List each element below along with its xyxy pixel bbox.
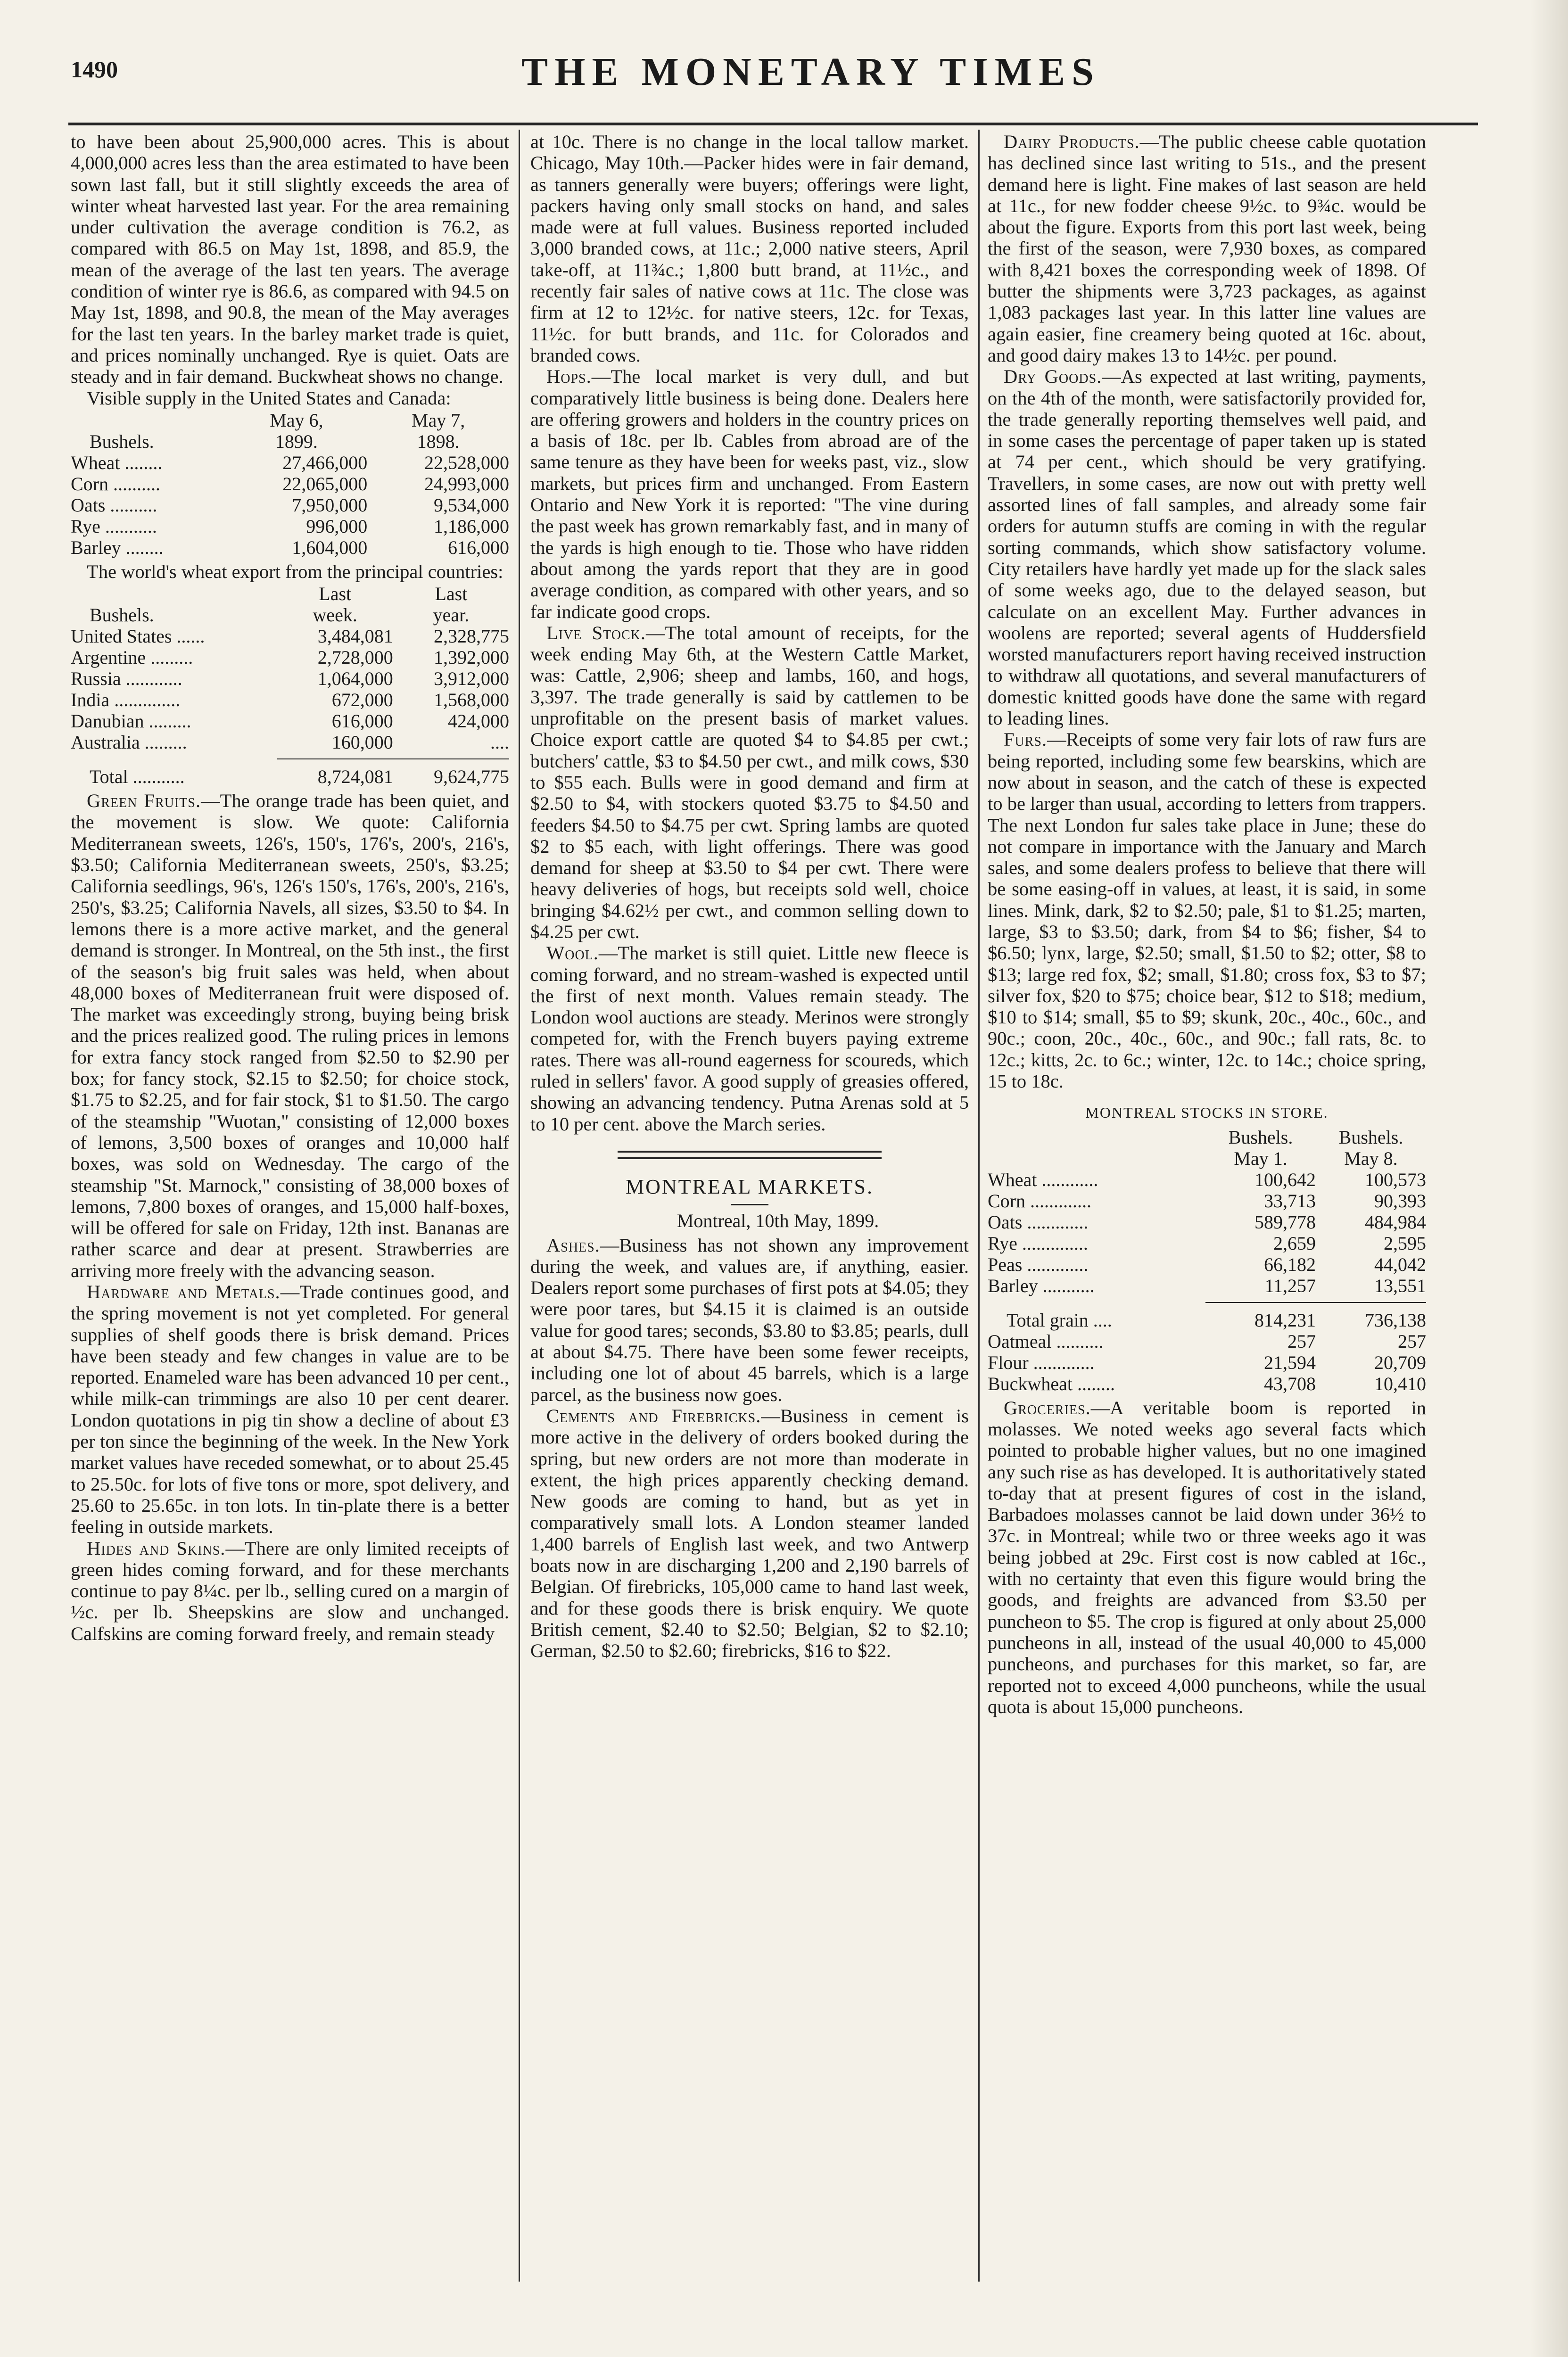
montreal-stocks-table (988, 1127, 1426, 1394)
section-heading: Hardware and Metals. (87, 1281, 281, 1302)
page-edge-shadow (1530, 0, 1568, 2357)
section-heading: Groceries. (1004, 1397, 1091, 1418)
table-row: Wheat ............ 100,642 100,573 (988, 1169, 1426, 1190)
hops-paragraph: Hops.—The local market is very dull, and but comparatively little business is being done. Dealers here are offering growers and holders in the country prices on a basis of 18c. per lb. Cables from abroad are of the same tenure as they have been for weeks past, viz., slow markets, but prices firm and unchanged. From Eastern Ontario and New York it is reported: "The vine during the past week has grown remarkably fast, and in many of the yards is high enough to tie. Those who have ridden about among the yards report that they are in good average condition, as compared with other years, and so far indicate good crops. (530, 366, 969, 622)
table-row: Oats ............. 589,778 484,984 (988, 1211, 1426, 1233)
col-head: May 8. (1344, 1147, 1398, 1169)
section-heading: Cements and Firebricks. (546, 1405, 761, 1426)
masthead: THE MONETARY TIMES (521, 50, 1100, 94)
visible-supply-table (71, 410, 509, 558)
dairy-paragraph: Dairy Products.—The public cheese cable quotation has declined since last writing to 51s., and the present demand here is light. Fine makes of last season are held at 11c., for new fodder cheese 9½c. to 9¾c. would be about the figure. Exports from this port last week, being the first of the season, were 7,930 boxes, as compared with 8,421 boxes the corresponding week of 1898. Of butter the shipments were 3,723 packages, as against 1,083 packages last year. In this latter line values are again easier, fine creamery being quoted at 16c. about, and good dairy makes 13 to 14½c. per pound. (988, 131, 1427, 366)
table-row: Buckwheat ........ 43,708 10,410 (988, 1373, 1426, 1394)
col-head: Bushels. (1338, 1126, 1403, 1148)
table-row: Barley ........... 11,257 13,551 (988, 1275, 1426, 1296)
table-total-row: Total grain .... 814,231 736,138 (1007, 1309, 1426, 1331)
section-heading: Live Stock. (546, 622, 646, 643)
column-3 (988, 131, 1426, 1717)
table-row: Corn .......... 22,065,000 24,993,000 (71, 473, 509, 494)
table-row: Oats .......... 7,950,000 9,534,000 (71, 494, 509, 516)
section-heading: Furs. (1004, 729, 1048, 750)
groceries-paragraph: Groceries.—A veritable boom is reported in molasses. We noted weeks ago several facts which pointed to probable higher values, but no one imagined any such rise as has developed. It is authoritatively stated to-day that at present figures of cost in the island, Barbadoes molasses cannot be laid down under 36½ to 37c. in Montreal; while two or three weeks ago it was being jobbed at 29c. First cost is now cabled at 16c., with no certainty that even this figure would bring the goods, and freights are advanced from $3.50 per puncheon to $5. The crop is figured at only about 25,000 puncheons in all, instead of the usual 40,000 to 45,000 puncheons, and purchases for this market, so far, are reported not to exceed 4,000 puncheons, while the usual quota is about 15,000 puncheons. (988, 1397, 1426, 1717)
col-head: 1898. (417, 430, 460, 452)
section-heading: Dairy Products. (1004, 131, 1140, 152)
section-heading: Hides and Skins. (87, 1537, 226, 1559)
visible-supply-intro: Visible supply in the United States and Canada: (87, 387, 451, 409)
column-rule-1 (519, 130, 520, 2282)
crop-report-paragraph: to have been about 25,900,000 acres. This is about 4,000,000 acres less than the area estimated to have been sown last fall, but it still slightly exceeds the area of winter wheat harvested last year. For the area remaining under cultivation the average condition is 76.2, as compared with 86.5 on May 1st, 1898, and 85.9, the mean of the average of the last ten years. The average condition of winter rye is 86.6, as compared with 94.5 on May 1st, 1898, and 90.8, the mean of the May averages for the last ten years. In the barley market trade is quiet, and prices nominally unchanged. Rye is quiet. Oats are steady and in fair demand. Buckwheat shows no change. (71, 131, 509, 387)
col-head: 1899. (275, 430, 318, 452)
dry-goods-paragraph: Dry Goods.—As expected at last writing, payments, on the 4th of the month, were satisfactorily provided for, the trade generally reporting themselves well paid, and in some cases the percentage of paper taken up is stated at 74 per cent., which should be very gratifying. Travellers, in some cases, are now out with pretty well assorted lines of fall samples, and already some fair orders for autumn stuffs are coming in with the regular sorting commands, which show satisfactory volume. City retailers have hardly yet made up for the slack sales of some weeks ago, due to the delayed season, but calculate on an excellent May. Further advances in woolens are reported; several agents of Huddersfield worsted manufacturers report having received instruction to withdraw all quotations, and several manufacturers of domestic knitted goods have done the same with regard to leading lines. (988, 366, 1426, 729)
section-heading: Hops. (546, 366, 592, 387)
hides-paragraph: Hides and Skins.—There are only limited receipts of green hides coming forward, and for these merchants continue to pay 8¼c. per lb., selling cured on a margin of ½c. per lb. Sheepskins are slow and unchanged. Calfskins are coming forward freely, and remain steady (71, 1537, 509, 1644)
col-head: Last (319, 583, 352, 605)
section-divider (618, 1151, 882, 1159)
column-rule-2 (978, 130, 980, 2282)
green-fruits-paragraph: Green Fruits.—The orange trade has been quiet, and the movement is slow. We quote: California Mediterranean sweets, 126's, 150's, 176's, 200's, 216's, $3.50; California Mediterranean sweets, 250's, $3.25; California seedlings, 96's, 126's 150's, 176's, 200's, 216's, 250's, $3.25; California Navels, all sizes, $3.50 to $4. In lemons there is a more active market, and the general demand is stronger. In Montreal, on the 5th inst., the first of the season's big fruit sales was held, when about 48,000 boxes of Mediterranean fruit were disposed of. The market was exceedingly strong, buying being brisk and the prices realized good. The ruling prices in lemons for extra fancy stock ranged from $2.50 to $2.90 per box; for fancy stock, $2.15 to $2.50; for choice stock, $1.75 to $2.25, and for fair stock, $1 to $1.50. The cargo of the steamship "Wuotan," consisting of 12,000 boxes of lemons, 3,500 boxes of oranges and 10,000 half boxes, was sold on Wednesday. The cargo of the steamship "St. Marnock," consisting of 38,000 boxes of lemons, 7,800 boxes of oranges, and 15,000 half-boxes, will be offered for sale on Friday, 12th inst. Bananas are rather scarce and dear at present. Strawberries are arriving more freely with the advancing season. (71, 790, 509, 1281)
table-row: Argentine ......... 2,728,000 1,392,000 (71, 647, 509, 668)
col-head: year. (433, 604, 470, 626)
title-rule (731, 1204, 768, 1205)
table-row: Barley ........ 1,604,000 616,000 (71, 536, 509, 558)
page-number: 1490 (71, 56, 118, 82)
header-rule (68, 123, 1478, 125)
table-row: Australia ......... 160,000 .... (71, 732, 509, 753)
hides-continued-paragraph: at 10c. There is no change in the local tallow market. Chicago, May 10th.—Packer hides were in fair demand, as tanners generally were buyers; offerings were light, packers having only small stocks on hand, and sales made were at full values. Business reported included 3,000 branded cows, at 11c.; 2,000 native steers, April take-off, at 11¾c.; 1,800 butt brand, at 11½c., and recently fair sales of native cows at 11c. The close was firm at 12 to 12½c. for native steers, 12c. for Texas, 11½c. for butt brands, and 11c. for Colorados and branded cows. (530, 131, 969, 366)
montreal-markets-title: MONTREAL MARKETS. (625, 1175, 874, 1198)
section-heading: Ashes. (546, 1234, 600, 1256)
cements-paragraph: Cements and Firebricks.—Business in cement is more active in the delivery of orders booked during the spring, but new orders are not more than moderate in extent, the high prices apparently checking demand. New goods are coming to hand, but as yet in comparatively small lots. A London steamer landed 1,400 barrels of English last week, and two Antwerp boats now in are discharging 1,200 and 2,190 barrels of Belgian. Of firebricks, 105,000 came to hand last week, and for these goods there is brisk enquiry. We quote British cement, $2.40 to $2.50; Belgian, $2 to $2.10; German, $2.50 to $2.60; firebricks, $16 to $22. (530, 1405, 969, 1662)
table-row: India .............. 672,000 1,568,000 (71, 689, 509, 711)
section-heading: Dry Goods. (1004, 366, 1102, 387)
furs-paragraph: Furs.—Receipts of some very fair lots of raw furs are being reported, including some few bearskins, which are now about in season, and the catch of these is expected to be larger than usual, according to letters from trappers. The next London fur sales take place in June; these do not compare in importance with the January and March sales, and some dealers profess to believe that there will be some easing-off in values, at least, it is said, in some lines. Mink, dark, $2 to $2.50; pale, $1 to $1.25; marten, large, $3 to $3.50; dark, from $4 to $6; fisher, $4 to $6.50; lynx, large, $2.50; small, $1.50 to $2; otter, $8 to $13; large red fox, $2; small, $1.80; cross fox, $3 to $7; silver fox, $20 to $75; choice bear, $12 to $18; medium, $10 to $14; small, $5 to $9; skunk, 20c., 40c., 60c., and 90c.; coon, 20c., 40c., 60c., and 90c.; fall rats, 8c. to 12c.; kitts, 2c. to 6c.; winter, 12c. to 14c.; choice spring, 15 to 18c. (988, 729, 1426, 1092)
live-stock-paragraph: Live Stock.—The total amount of receipts, for the week ending May 6th, at the Western Cattle Market, was: Cattle, 2,906; sheep and lambs, 160, and hogs, 3,397. The trade generally is said by cattlemen to be unprofitable on the present basis of market values. Choice export cattle are quoted $4 to $4.85 per cwt.; butchers' cattle, $3 to $4.50 per cwt., and milk cows, $30 to $55 each. Bulls were in good demand and firm at $2.50 to $4, with stockers quoted $3.75 to $4.50 and feeders $4.50 to $4.75 per cwt. Spring lambs are quoted $2 to $5 each, with light offerings. There was good demand for sheep at $3.50 to $4 per cwt. There were heavy deliveries of hogs, but receipts sold well, choice bringing $4.62½ per cwt., and common selling down to $4.25 per cwt. (530, 622, 969, 942)
row-head: Bushels. (90, 430, 154, 452)
table-row: Corn ............. 33,713 90,393 (988, 1190, 1426, 1211)
table-row: Rye ........... 996,000 1,186,000 (71, 515, 509, 537)
wool-paragraph: Wool.—The market is still quiet. Little new fleece is coming forward, and no stream-washed is expected until the first of next month. Values remain steady. The London wool auctions are steady. Merinos were strongly competed for, with the French buyers paying extreme rates. There was all-round eagerness for scoureds, which ruled in sellers' favor. A good supply of greasies offered, showing an advancing tendency. Putna Arenas sold at 5 to 10 per cent. above the March series. (530, 942, 969, 1135)
col-head: week. (313, 604, 357, 626)
table-total-row: Total ........... 8,724,081 9,624,775 (90, 766, 509, 788)
table-row: Danubian ......... 616,000 424,000 (71, 710, 509, 732)
hardware-paragraph: Hardware and Metals.—Trade continues good, and the spring movement is not yet completed. For general supplies of shelf goods there is brisk demand. Prices have been steady and few changes in value are to be reported. Enameled ware has been advanced 10 per cent., while milk-can trimmings are also 10 per cent dearer. London quotations in pig tin show a decline of about £3 per ton since the beginning of the week. In the New York market values have receded somewhat, or to about 25.45 to 25.50c. for lots of five tons or more, spot delivery, and 25.60 to 25.65c. in ton lots. In tin-plate there is a better feeling in outside markets. (71, 1281, 509, 1538)
table-row: Wheat ........ 27,466,000 22,528,000 (71, 452, 509, 473)
table-row: Flour ............. 21,594 20,709 (988, 1352, 1426, 1373)
column-1 (71, 131, 509, 1644)
table-row: Rye .............. 2,659 2,595 (988, 1232, 1426, 1254)
column-2 (530, 131, 969, 1661)
table-row: Russia ............ 1,064,000 3,912,000 (71, 668, 509, 690)
row-head: Bushels. (90, 604, 154, 626)
col-head: Last (435, 583, 468, 605)
table-row: Oatmeal .......... 257 257 (988, 1330, 1426, 1352)
col-head: May 1. (1234, 1147, 1287, 1169)
col-head: Bushels. (1228, 1126, 1293, 1148)
ashes-paragraph: Ashes.—Business has not shown any improvement during the week, and values are, if anything, easier. Dealers report some purchases of first pots at $4.05; they were poor tares, but $4.15 it is claimed is an outside value for good tares; seconds, $3.80 to $3.85; pearls, dull at about $4.75. There have been some fewer receipts, including one lot of about 45 barrels, which is a large parcel, as the business now goes. (530, 1234, 969, 1405)
table-row: United States ...... 3,484,081 2,328,775 (71, 626, 509, 647)
col-head: May 7, (411, 409, 465, 431)
dateline: Montreal, 10th May, 1899. (677, 1210, 879, 1232)
wheat-export-intro: The world's wheat export from the principal countries: (87, 560, 503, 582)
section-heading: Green Fruits. (87, 790, 201, 812)
section-heading: Wool. (546, 942, 599, 964)
col-head: May 6, (270, 409, 323, 431)
wheat-export-table (71, 583, 509, 787)
stocks-table-title: MONTREAL STOCKS IN STORE. (1085, 1104, 1329, 1121)
table-row: Peas ............. 66,182 44,042 (988, 1253, 1426, 1275)
